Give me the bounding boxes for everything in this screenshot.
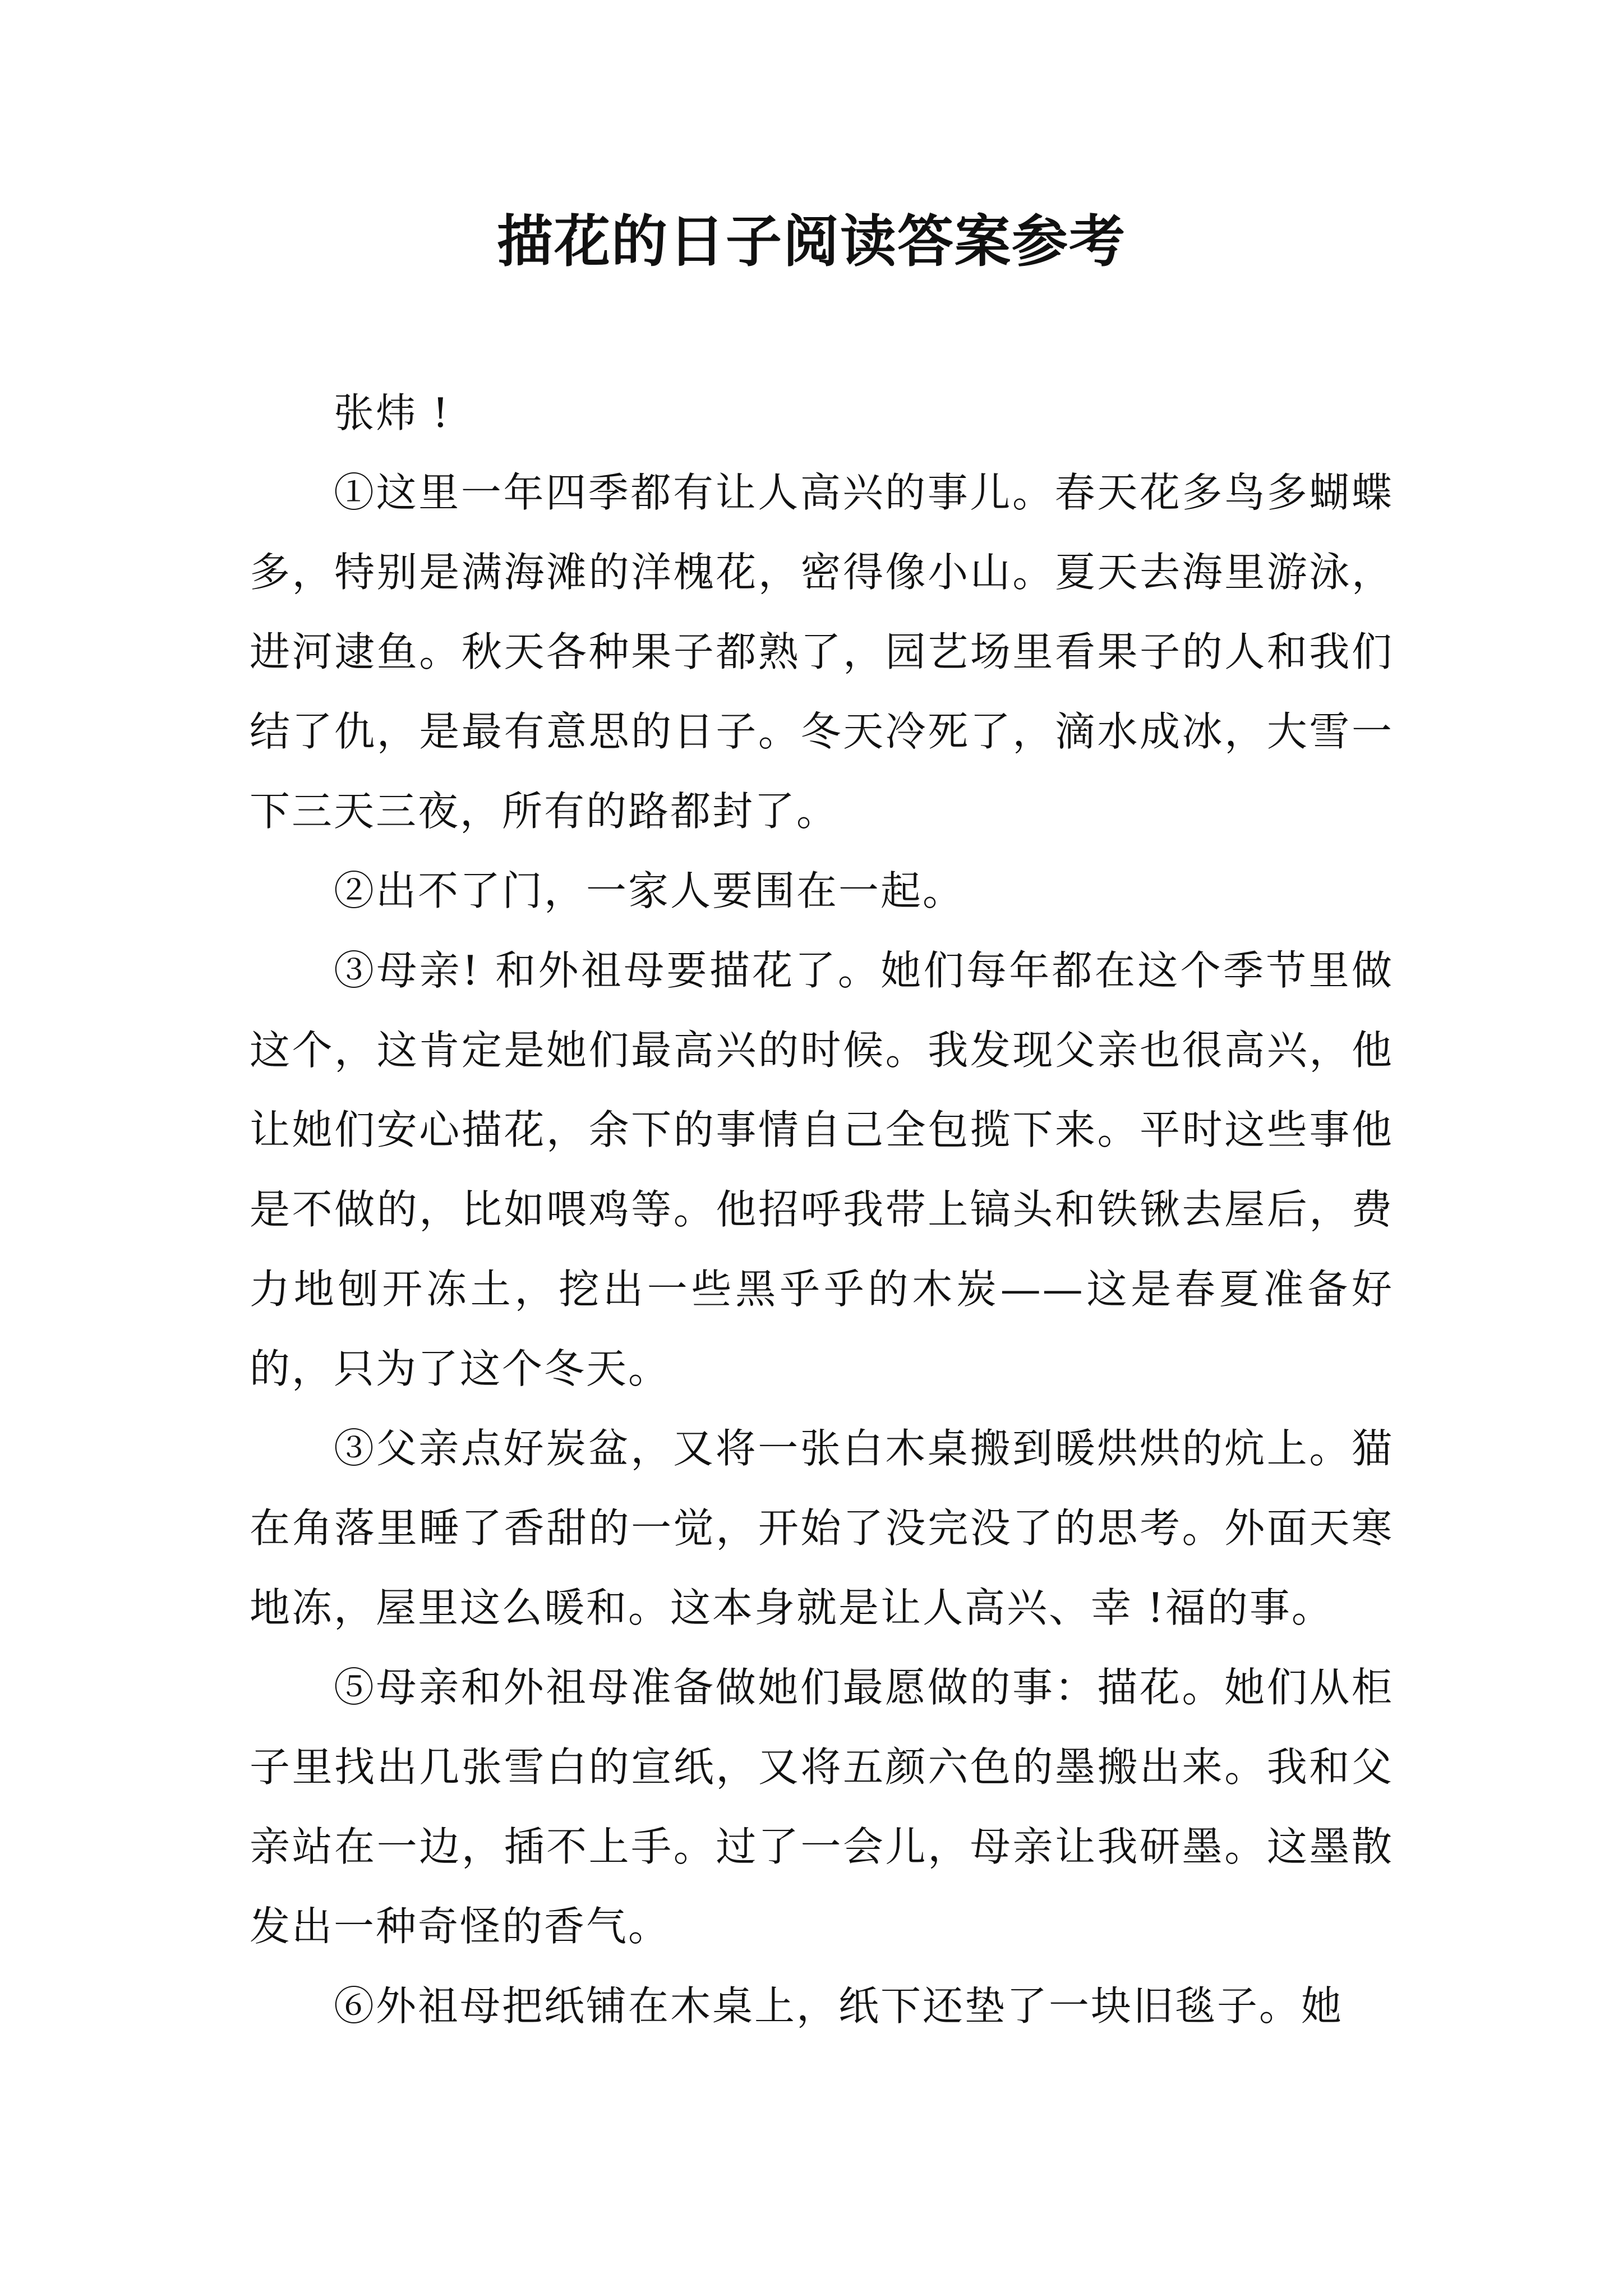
paragraph-1: ①这里一年四季都有让人高兴的事儿。春天花多鸟多蝴蝶多，特别是满海滩的洋槐花，密得像小山。夏天去海里游泳，进河逮鱼。秋天各种果子都熟了，园艺场里看果子的人和我们结了仇，是最有意思的日子。冬天冷死了，滴水成冰，大雪一下三天三夜，所有的路都封了。 — [250, 469, 1394, 835]
paragraph-3: ③母亲! 和外祖母要描花了。她们每年都在这个季节里做这个，这肯定是她们最高兴的时候。我发现父亲也很高兴，他让她们安心描花，余下的事情自己全包揽下来。平时这些事他是不做的，比如喂鸡等。他招呼我带上镐头和铁锹去屋后，费力地刨开冻土，挖出一些黑乎乎的木炭——这是春夏准备好的，只为了这个冬天。 — [250, 947, 1394, 1392]
document-body — [250, 373, 1394, 2046]
paragraph-6: ⑥外祖母把纸铺在木桌上，纸下还垫了一块旧毯子。她 — [334, 1982, 1344, 2030]
author-line: 张炜 ! — [334, 389, 450, 436]
paragraph-2: ②出不了门，一家人要围在一起。 — [334, 867, 965, 914]
paragraph-4: ③父亲点好炭盆，又将一张白木桌搬到暖烘烘的炕上。猫在角落里睡了香甜的一觉，开始了没完没了的思考。外面天寒地冻，屋里这么暖和。这本身就是让人高兴、幸 !福的事。 — [250, 1425, 1394, 1631]
document-title: 描花的日子阅读答案参考 — [497, 208, 1126, 274]
paragraph-5: ⑤母亲和外祖母准备做她们最愿做的事：描花。她们从柜子里找出几张雪白的宣纸，又将五颜六色的墨搬出来。我和父亲站在一边，插不上手。过了一会儿，母亲让我研墨。这墨散发出一种奇怪的香气。 — [250, 1664, 1394, 1950]
